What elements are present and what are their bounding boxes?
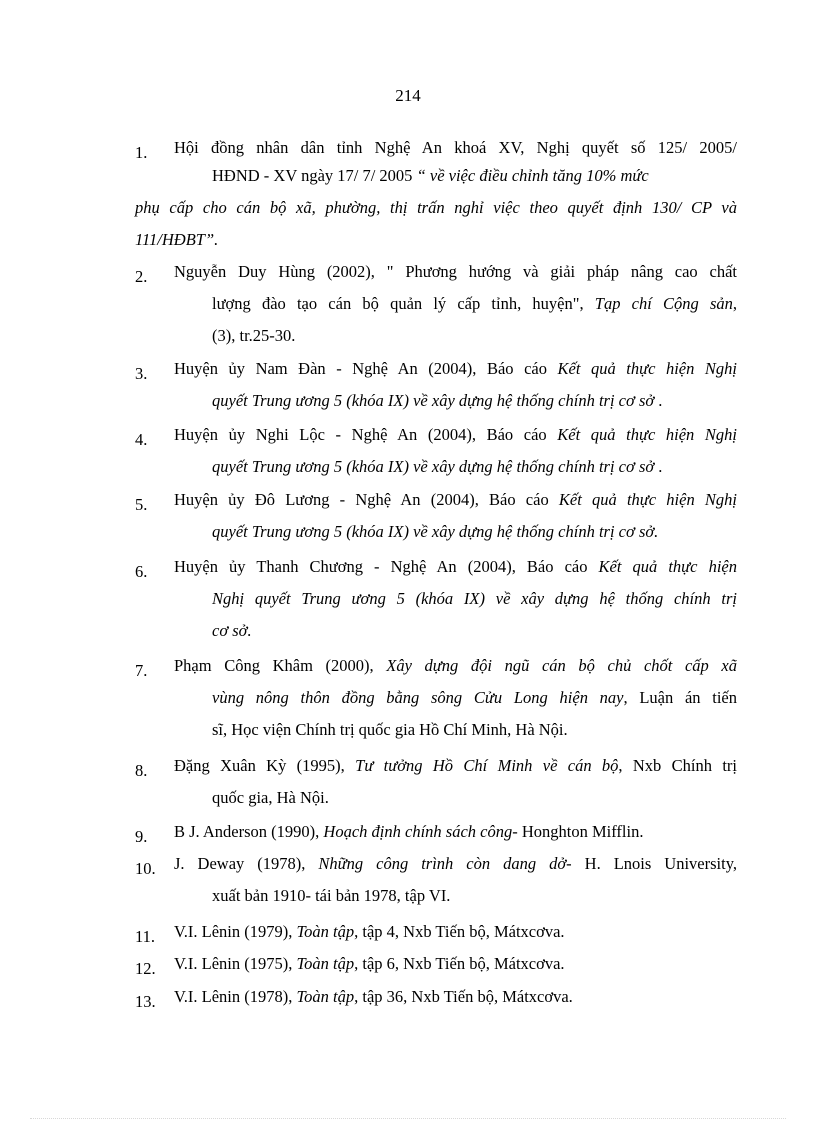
- reference-line: 111/HĐBT”.: [135, 230, 219, 249]
- reference-number: 8.: [135, 761, 148, 780]
- page-number: 214: [395, 86, 421, 105]
- reference-number: 9.: [135, 827, 148, 846]
- reference-line: V.I. Lênin (1979), Toàn tập, tập 4, Nxb Tiến bộ, Mátxcơva.: [174, 922, 565, 941]
- reference-line: HĐND - XV ngày 17/ 7/ 2005 “ về việc điều chỉnh tăng 10% mức: [212, 166, 649, 185]
- reference-line: xuất bản 1910- tái bản 1978, tập VI.: [212, 886, 451, 905]
- reference-line: Nghị quyết Trung ương 5 (khóa IX) về xây dựng hệ thống chính trị: [212, 589, 737, 608]
- reference-line: Huyện ủy Nam Đàn - Nghệ An (2004), Báo cáo Kết quả thực hiện Nghị: [174, 359, 737, 378]
- reference-number: 12.: [135, 959, 156, 978]
- reference-line: (3), tr.25-30.: [212, 326, 296, 345]
- reference-line: sĩ, Học viện Chính trị quốc gia Hồ Chí Minh, Hà Nội.: [212, 720, 568, 739]
- reference-line: Huyện ủy Thanh Chương - Nghệ An (2004), Báo cáo Kết quả thực hiện: [174, 557, 737, 576]
- reference-line: lượng đào tạo cán bộ quản lý cấp tỉnh, huyện", Tạp chí Cộng sản,: [212, 294, 737, 313]
- reference-line: quyết Trung ương 5 (khóa IX) về xây dựng hệ thống chính trị cơ sở .: [212, 457, 663, 476]
- reference-line: V.I. Lênin (1978), Toàn tập, tập 36, Nxb Tiến bộ, Mátxcơva.: [174, 987, 573, 1006]
- reference-line: Phạm Công Khâm (2000), Xây dựng đội ngũ cán bộ chủ chốt cấp xã: [174, 656, 737, 675]
- reference-number: 5.: [135, 495, 148, 514]
- reference-line: J. Deway (1978), Những công trình còn dang dở- H. Lnois University,: [174, 854, 737, 873]
- reference-line: V.I. Lênin (1975), Toàn tập, tập 6, Nxb Tiến bộ, Mátxcơva.: [174, 954, 565, 973]
- reference-number: 1.: [135, 143, 148, 162]
- reference-number: 11.: [135, 927, 156, 946]
- reference-line: Hội đồng nhân dân tỉnh Nghệ An khoá XV, Nghị quyết số 125/ 2005/: [174, 138, 737, 157]
- reference-line: Huyện ủy Đô Lương - Nghệ An (2004), Báo cáo Kết quả thực hiện Nghị: [174, 490, 737, 509]
- reference-line: Nguyễn Duy Hùng (2002), " Phương hướng và giải pháp nâng cao chất: [174, 262, 737, 281]
- reference-line: quốc gia, Hà Nội.: [212, 788, 329, 807]
- reference-line: quyết Trung ương 5 (khóa IX) về xây dựng hệ thống chính trị cơ sở .: [212, 391, 663, 410]
- reference-line: phụ cấp cho cán bộ xã, phường, thị trấn nghỉ việc theo quyết định 130/ CP và: [135, 198, 737, 217]
- reference-number: 7.: [135, 661, 148, 680]
- reference-line: vùng nông thôn đồng bằng sông Cửu Long hiện nay, Luận án tiến: [212, 688, 737, 707]
- reference-number: 6.: [135, 562, 148, 581]
- reference-line: quyết Trung ương 5 (khóa IX) về xây dựng hệ thống chính trị cơ sở.: [212, 522, 659, 541]
- reference-line: Đặng Xuân Kỳ (1995), Tư tưởng Hồ Chí Minh về cán bộ, Nxb Chính trị: [174, 756, 737, 775]
- reference-line: B J. Anderson (1990), Hoạch định chính sách công- Honghton Mifflin.: [174, 822, 644, 841]
- reference-line: cơ sở.: [212, 621, 252, 640]
- footer-divider: [30, 1118, 786, 1119]
- reference-number: 4.: [135, 430, 148, 449]
- reference-line: Huyện ủy Nghi Lộc - Nghệ An (2004), Báo cáo Kết quả thực hiện Nghị: [174, 425, 737, 444]
- reference-number: 3.: [135, 364, 148, 383]
- reference-number: 13.: [135, 992, 156, 1011]
- reference-number: 2.: [135, 267, 148, 286]
- reference-number: 10.: [135, 859, 156, 878]
